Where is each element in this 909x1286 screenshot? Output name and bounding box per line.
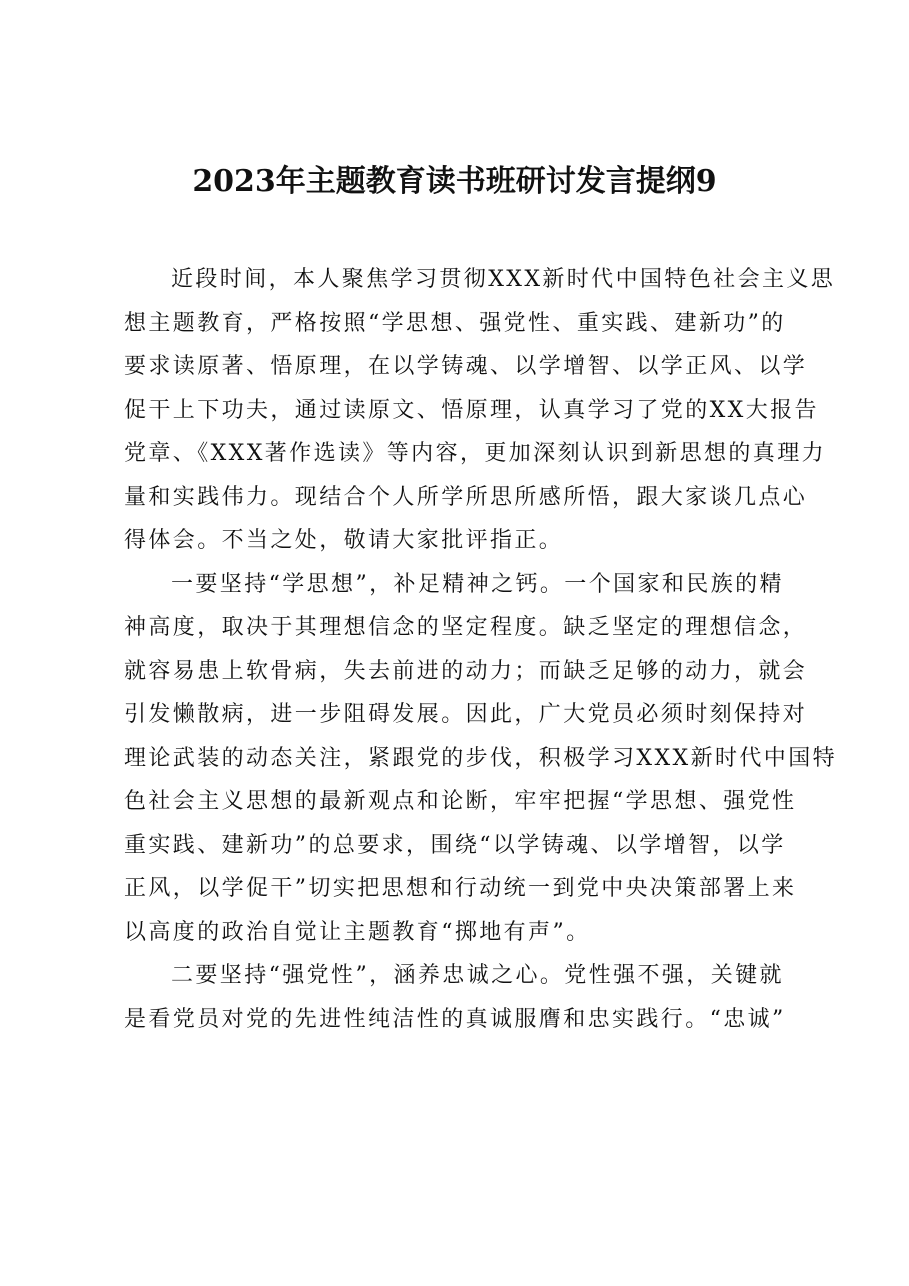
body-line: 党章、《XXX著作选读》等内容，更加深刻认识到新思想的真理力: [124, 441, 826, 466]
document-title: 2023年主题教育读书班研讨发言提纲9: [192, 164, 717, 199]
body-line: 重实践、建新功”的总要求，围绕“以学铸魂、以学增智，以学: [124, 832, 786, 858]
body-line: 正风，以学促干”切实把思想和行动统一到党中央决策部署上来: [124, 876, 797, 901]
body-line: 想主题教育，严格按照“学思想、强党性、重实践、建新功”的: [124, 310, 786, 336]
body-line: 神高度，取决于其理想信念的坚定程度。缺乏坚定的理想信念，: [124, 615, 808, 640]
document-body: [124, 258, 837, 1041]
body-line: 要求读原著、悟原理，在以学铸魂、以学增智、以学正风、以学: [124, 354, 808, 379]
body-line: 得体会。不当之处，敬请大家批评指正。: [124, 528, 564, 553]
body-line: 就容易患上软骨病，失去前进的动力；而缺乏足够的动力，就会: [124, 658, 808, 684]
body-line: 近段时间，本人聚焦学习贯彻XXX新时代中国特色社会主义思: [171, 267, 836, 292]
body-line: 一要坚持“学思想”，补足精神之钙。一个国家和民族的精: [171, 571, 784, 597]
body-line: 引发懒散病，进一步阻碍发展。因此，广大党员必须时刻保持对: [124, 702, 808, 727]
body-line: 色社会主义思想的最新观点和论断，牢牢把握“学思想、强党性: [124, 789, 797, 814]
body-line: 以高度的政治自觉让主题教育“掷地有声”。: [124, 919, 591, 945]
body-line: 理论武装的动态关注，紧跟党的步伐，积极学习XXX新时代中国特: [124, 745, 837, 771]
body-line: 量和实践伟力。现结合个人所学所思所感所悟，跟大家谈几点心: [124, 484, 808, 510]
body-line: 是看党员对党的先进性纯洁性的真诚服膺和忠实践行。“忠诚”: [124, 1006, 786, 1032]
body-line: 二要坚持“强党性”，涵养忠诚之心。党性强不强，关键就: [171, 963, 784, 988]
body-line: 促干上下功夫，通过读原文、悟原理，认真学习了党的XX大报告: [124, 397, 819, 423]
